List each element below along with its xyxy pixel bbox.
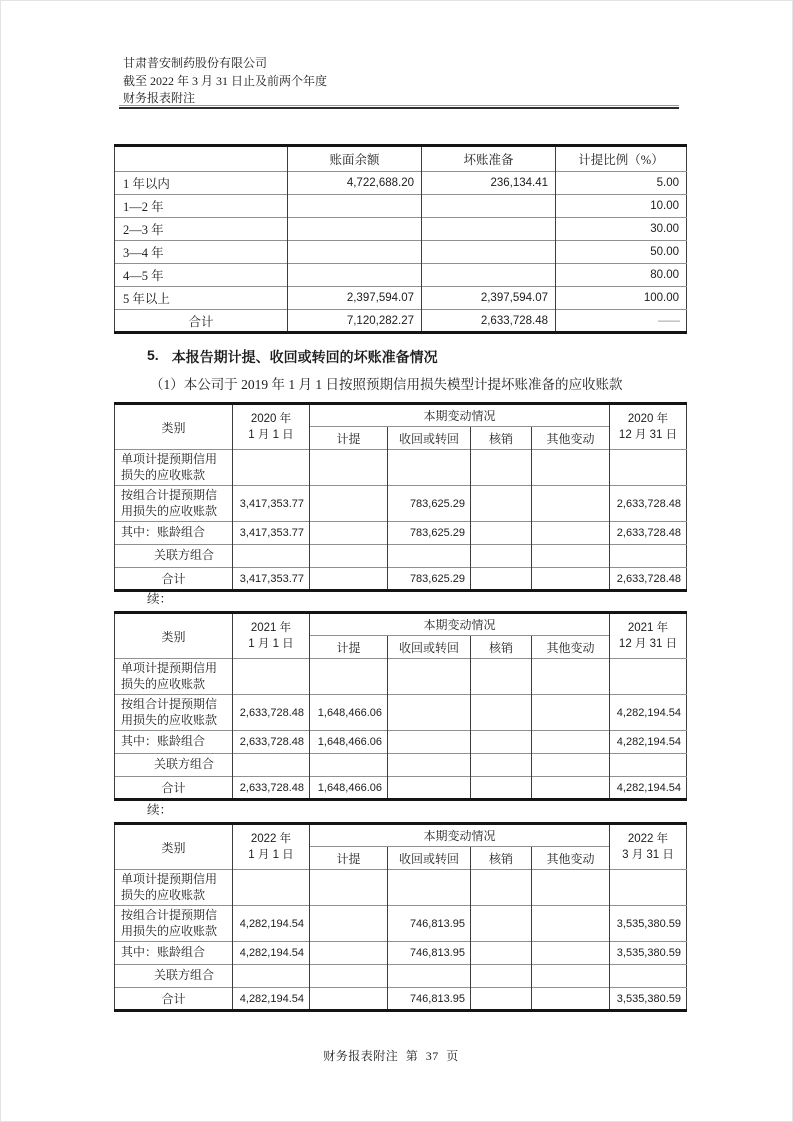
cell-other bbox=[532, 450, 610, 486]
cell-end: 2,633,728.48 bbox=[610, 486, 687, 522]
cell-ratio: 50.00 bbox=[556, 241, 687, 264]
cell-begin: 2,633,728.48 bbox=[233, 777, 310, 800]
header-divider bbox=[119, 105, 679, 109]
cell-writeoff bbox=[471, 522, 532, 545]
table-row bbox=[115, 195, 687, 218]
cell-recover: 783,625.29 bbox=[388, 568, 471, 591]
aging-analysis-table bbox=[114, 144, 687, 334]
column-header-recover: 收回或转回 bbox=[388, 847, 471, 870]
table-total-row bbox=[115, 310, 687, 333]
cell-ratio: 5.00 bbox=[556, 172, 687, 195]
cell-other bbox=[532, 988, 610, 1011]
cell-writeoff bbox=[471, 965, 532, 988]
begin-year: 2022 年 bbox=[250, 833, 292, 845]
row-label: 1—2 年 bbox=[115, 195, 288, 218]
cell-ratio: 80.00 bbox=[556, 264, 687, 287]
cell-begin: 3,417,353.77 bbox=[233, 522, 310, 545]
cell-recover bbox=[388, 777, 471, 800]
cell-other bbox=[532, 486, 610, 522]
column-header-category bbox=[115, 146, 288, 172]
cell-recover: 783,625.29 bbox=[388, 522, 471, 545]
cell-other bbox=[532, 942, 610, 965]
table-header-row bbox=[115, 613, 687, 636]
cell-writeoff bbox=[471, 545, 532, 568]
column-header-category: 类别 bbox=[115, 404, 233, 450]
column-header-balance: 账面余额 bbox=[288, 146, 422, 172]
cell-provision bbox=[422, 218, 556, 241]
cell-end: 3,535,380.59 bbox=[610, 906, 687, 942]
cell-provision: 236,134.41 bbox=[422, 172, 556, 195]
document-header bbox=[123, 55, 327, 108]
cell-other bbox=[532, 522, 610, 545]
row-label-total: 合计 bbox=[115, 310, 288, 333]
cell-end bbox=[610, 754, 687, 777]
cell-balance: 4,722,688.20 bbox=[288, 172, 422, 195]
cell-recover bbox=[388, 754, 471, 777]
row-label: 4—5 年 bbox=[115, 264, 288, 287]
column-header-end-balance bbox=[610, 404, 687, 450]
cell-provision: 2,633,728.48 bbox=[422, 310, 556, 333]
row-label: 2—3 年 bbox=[115, 218, 288, 241]
cell-begin bbox=[233, 450, 310, 486]
begin-year: 2021 年 bbox=[250, 622, 292, 634]
column-header-writeoff: 核销 bbox=[471, 847, 532, 870]
table-total-row bbox=[115, 988, 687, 1011]
cell-begin: 2,633,728.48 bbox=[233, 731, 310, 754]
table-row bbox=[115, 906, 687, 942]
cell-recover bbox=[388, 450, 471, 486]
column-header-category: 类别 bbox=[115, 613, 233, 659]
cell-balance: 2,397,594.07 bbox=[288, 287, 422, 310]
end-year: 2020 年 bbox=[627, 413, 669, 425]
cell-other bbox=[532, 754, 610, 777]
column-header-recover: 收回或转回 bbox=[388, 427, 471, 450]
cell-accrual bbox=[310, 522, 388, 545]
cell-balance bbox=[288, 218, 422, 241]
report-title: 财务报表附注 bbox=[123, 91, 196, 105]
row-label: 其中：账龄组合 bbox=[115, 731, 233, 754]
row-label: 关联方组合 bbox=[115, 965, 233, 988]
table-header-row bbox=[115, 824, 687, 847]
cell-accrual bbox=[310, 659, 388, 695]
cell-recover: 746,813.95 bbox=[388, 988, 471, 1011]
table-total-row bbox=[115, 777, 687, 800]
column-header-begin-balance bbox=[233, 824, 310, 870]
begin-date: 1 月 1 日 bbox=[248, 429, 294, 441]
cell-writeoff bbox=[471, 777, 532, 800]
cell-other bbox=[532, 777, 610, 800]
row-label: 其中：账龄组合 bbox=[115, 942, 233, 965]
cell-provision: 2,397,594.07 bbox=[422, 287, 556, 310]
cell-other bbox=[532, 906, 610, 942]
column-header-period-changes: 本期变动情况 bbox=[310, 824, 610, 847]
table-row bbox=[115, 287, 687, 310]
column-header-writeoff: 核销 bbox=[471, 427, 532, 450]
row-label: 按组合计提预期信用损失的应收账款 bbox=[115, 695, 233, 731]
row-label: 3—4 年 bbox=[115, 241, 288, 264]
cell-provision bbox=[422, 241, 556, 264]
table-row bbox=[115, 754, 687, 777]
cell-end: 4,282,194.54 bbox=[610, 731, 687, 754]
cell-accrual bbox=[310, 942, 388, 965]
cell-ratio: 100.00 bbox=[556, 287, 687, 310]
cell-accrual bbox=[310, 568, 388, 591]
cell-accrual bbox=[310, 486, 388, 522]
cell-recover: 783,625.29 bbox=[388, 486, 471, 522]
cell-recover bbox=[388, 695, 471, 731]
table-row bbox=[115, 942, 687, 965]
cell-recover bbox=[388, 659, 471, 695]
table-row bbox=[115, 450, 687, 486]
cell-end: 4,282,194.54 bbox=[610, 777, 687, 800]
row-label-total: 合计 bbox=[115, 568, 233, 591]
table-row bbox=[115, 486, 687, 522]
cell-accrual: 1,648,466.06 bbox=[310, 777, 388, 800]
table-row bbox=[115, 659, 687, 695]
cell-accrual: 1,648,466.06 bbox=[310, 731, 388, 754]
table-row bbox=[115, 870, 687, 906]
section-number: 5. bbox=[147, 347, 159, 363]
cell-end: 2,633,728.48 bbox=[610, 568, 687, 591]
table-row bbox=[115, 965, 687, 988]
cell-begin: 4,282,194.54 bbox=[233, 906, 310, 942]
cell-writeoff bbox=[471, 450, 532, 486]
cell-provision bbox=[422, 264, 556, 287]
cell-recover bbox=[388, 965, 471, 988]
column-header-period-changes: 本期变动情况 bbox=[310, 404, 610, 427]
column-header-begin-balance bbox=[233, 613, 310, 659]
section-heading bbox=[147, 347, 438, 367]
movement-table-2021 bbox=[114, 611, 687, 801]
row-label: 1 年以内 bbox=[115, 172, 288, 195]
row-label: 其中：账龄组合 bbox=[115, 522, 233, 545]
table-total-row bbox=[115, 568, 687, 591]
table-header-row bbox=[115, 404, 687, 427]
column-header-accrual: 计提 bbox=[310, 847, 388, 870]
end-year: 2022 年 bbox=[627, 833, 669, 845]
cell-end bbox=[610, 659, 687, 695]
row-label: 单项计提预期信用损失的应收账款 bbox=[115, 450, 233, 486]
movement-table-2020 bbox=[114, 402, 687, 592]
row-label: 按组合计提预期信用损失的应收账款 bbox=[115, 486, 233, 522]
cell-recover: 746,813.95 bbox=[388, 942, 471, 965]
cell-begin: 4,282,194.54 bbox=[233, 988, 310, 1011]
cell-begin bbox=[233, 754, 310, 777]
column-header-other: 其他变动 bbox=[532, 427, 610, 450]
cell-end: 4,282,194.54 bbox=[610, 695, 687, 731]
cell-recover bbox=[388, 545, 471, 568]
cell-end bbox=[610, 965, 687, 988]
cell-recover bbox=[388, 870, 471, 906]
cell-other bbox=[532, 731, 610, 754]
page-footer: 财务报表附注 第 37 页 bbox=[323, 1049, 459, 1063]
table-row bbox=[115, 545, 687, 568]
cell-accrual bbox=[310, 754, 388, 777]
column-header-other: 其他变动 bbox=[532, 847, 610, 870]
end-year: 2021 年 bbox=[627, 622, 669, 634]
table-row bbox=[115, 172, 687, 195]
cell-balance: 7,120,282.27 bbox=[288, 310, 422, 333]
begin-year: 2020 年 bbox=[250, 413, 292, 425]
cell-other bbox=[532, 695, 610, 731]
cell-recover bbox=[388, 731, 471, 754]
column-header-other: 其他变动 bbox=[532, 636, 610, 659]
table-row bbox=[115, 241, 687, 264]
cell-begin bbox=[233, 545, 310, 568]
cell-writeoff bbox=[471, 486, 532, 522]
cell-begin bbox=[233, 870, 310, 906]
column-header-end-balance bbox=[610, 824, 687, 870]
cell-balance bbox=[288, 195, 422, 218]
table-row bbox=[115, 695, 687, 731]
cell-accrual bbox=[310, 906, 388, 942]
table-row bbox=[115, 264, 687, 287]
cell-end: 3,535,380.59 bbox=[610, 942, 687, 965]
row-label: 5 年以上 bbox=[115, 287, 288, 310]
column-header-begin-balance bbox=[233, 404, 310, 450]
cell-accrual bbox=[310, 450, 388, 486]
row-label: 按组合计提预期信用损失的应收账款 bbox=[115, 906, 233, 942]
end-date: 12 月 31 日 bbox=[618, 638, 678, 650]
table-row bbox=[115, 218, 687, 241]
row-label: 关联方组合 bbox=[115, 545, 233, 568]
cell-ratio: 30.00 bbox=[556, 218, 687, 241]
column-header-ratio: 计提比例（%） bbox=[556, 146, 687, 172]
column-header-accrual: 计提 bbox=[310, 427, 388, 450]
column-header-provision: 坏账准备 bbox=[422, 146, 556, 172]
begin-date: 1 月 1 日 bbox=[248, 849, 294, 861]
cell-end: 3,535,380.59 bbox=[610, 988, 687, 1011]
cell-begin bbox=[233, 965, 310, 988]
cell-writeoff bbox=[471, 942, 532, 965]
cell-balance bbox=[288, 241, 422, 264]
end-date: 3 月 31 日 bbox=[622, 849, 674, 861]
cell-other bbox=[532, 870, 610, 906]
section-paragraph: （1）本公司于 2019 年 1 月 1 日按照预期信用损失模型计提坏账准备的应收账款 bbox=[150, 377, 623, 392]
cell-accrual bbox=[310, 988, 388, 1011]
continuation-label: 续： bbox=[147, 592, 173, 606]
column-header-end-balance bbox=[610, 613, 687, 659]
row-label: 关联方组合 bbox=[115, 754, 233, 777]
cell-other bbox=[532, 659, 610, 695]
table-row bbox=[115, 522, 687, 545]
end-date: 12 月 31 日 bbox=[618, 429, 678, 441]
row-label-total: 合计 bbox=[115, 988, 233, 1011]
table-row bbox=[115, 731, 687, 754]
cell-other bbox=[532, 545, 610, 568]
cell-writeoff bbox=[471, 754, 532, 777]
cell-ratio: 10.00 bbox=[556, 195, 687, 218]
cell-writeoff bbox=[471, 695, 532, 731]
row-label: 单项计提预期信用损失的应收账款 bbox=[115, 870, 233, 906]
cell-begin bbox=[233, 659, 310, 695]
column-header-accrual: 计提 bbox=[310, 636, 388, 659]
column-header-period-changes: 本期变动情况 bbox=[310, 613, 610, 636]
company-name: 甘肃普安制药股份有限公司 bbox=[123, 56, 268, 70]
column-header-writeoff: 核销 bbox=[471, 636, 532, 659]
cell-begin: 4,282,194.54 bbox=[233, 942, 310, 965]
cell-accrual bbox=[310, 545, 388, 568]
cell-accrual: 1,648,466.06 bbox=[310, 695, 388, 731]
column-header-category: 类别 bbox=[115, 824, 233, 870]
column-header-recover: 收回或转回 bbox=[388, 636, 471, 659]
cell-writeoff bbox=[471, 988, 532, 1011]
cell-other bbox=[532, 965, 610, 988]
cell-end bbox=[610, 450, 687, 486]
cell-writeoff bbox=[471, 659, 532, 695]
cell-begin: 2,633,728.48 bbox=[233, 695, 310, 731]
cell-writeoff bbox=[471, 568, 532, 591]
cell-other bbox=[532, 568, 610, 591]
cell-writeoff bbox=[471, 870, 532, 906]
cell-writeoff bbox=[471, 731, 532, 754]
cell-accrual bbox=[310, 870, 388, 906]
cell-recover: 746,813.95 bbox=[388, 906, 471, 942]
cell-end bbox=[610, 870, 687, 906]
report-period: 截至 2022 年 3 月 31 日止及前两个年度 bbox=[123, 73, 328, 88]
cell-ratio: —— bbox=[556, 310, 687, 333]
cell-begin: 3,417,353.77 bbox=[233, 486, 310, 522]
continuation-label: 续： bbox=[147, 803, 173, 817]
table-header-row bbox=[115, 146, 687, 172]
cell-balance bbox=[288, 264, 422, 287]
row-label: 单项计提预期信用损失的应收账款 bbox=[115, 659, 233, 695]
cell-accrual bbox=[310, 965, 388, 988]
begin-date: 1 月 1 日 bbox=[248, 638, 294, 650]
cell-end: 2,633,728.48 bbox=[610, 522, 687, 545]
movement-table-2022 bbox=[114, 822, 687, 1012]
section-title: 本报告期计提、收回或转回的坏账准备情况 bbox=[171, 349, 438, 365]
row-label-total: 合计 bbox=[115, 777, 233, 800]
cell-writeoff bbox=[471, 906, 532, 942]
cell-provision bbox=[422, 195, 556, 218]
cell-begin: 3,417,353.77 bbox=[233, 568, 310, 591]
cell-end bbox=[610, 545, 687, 568]
